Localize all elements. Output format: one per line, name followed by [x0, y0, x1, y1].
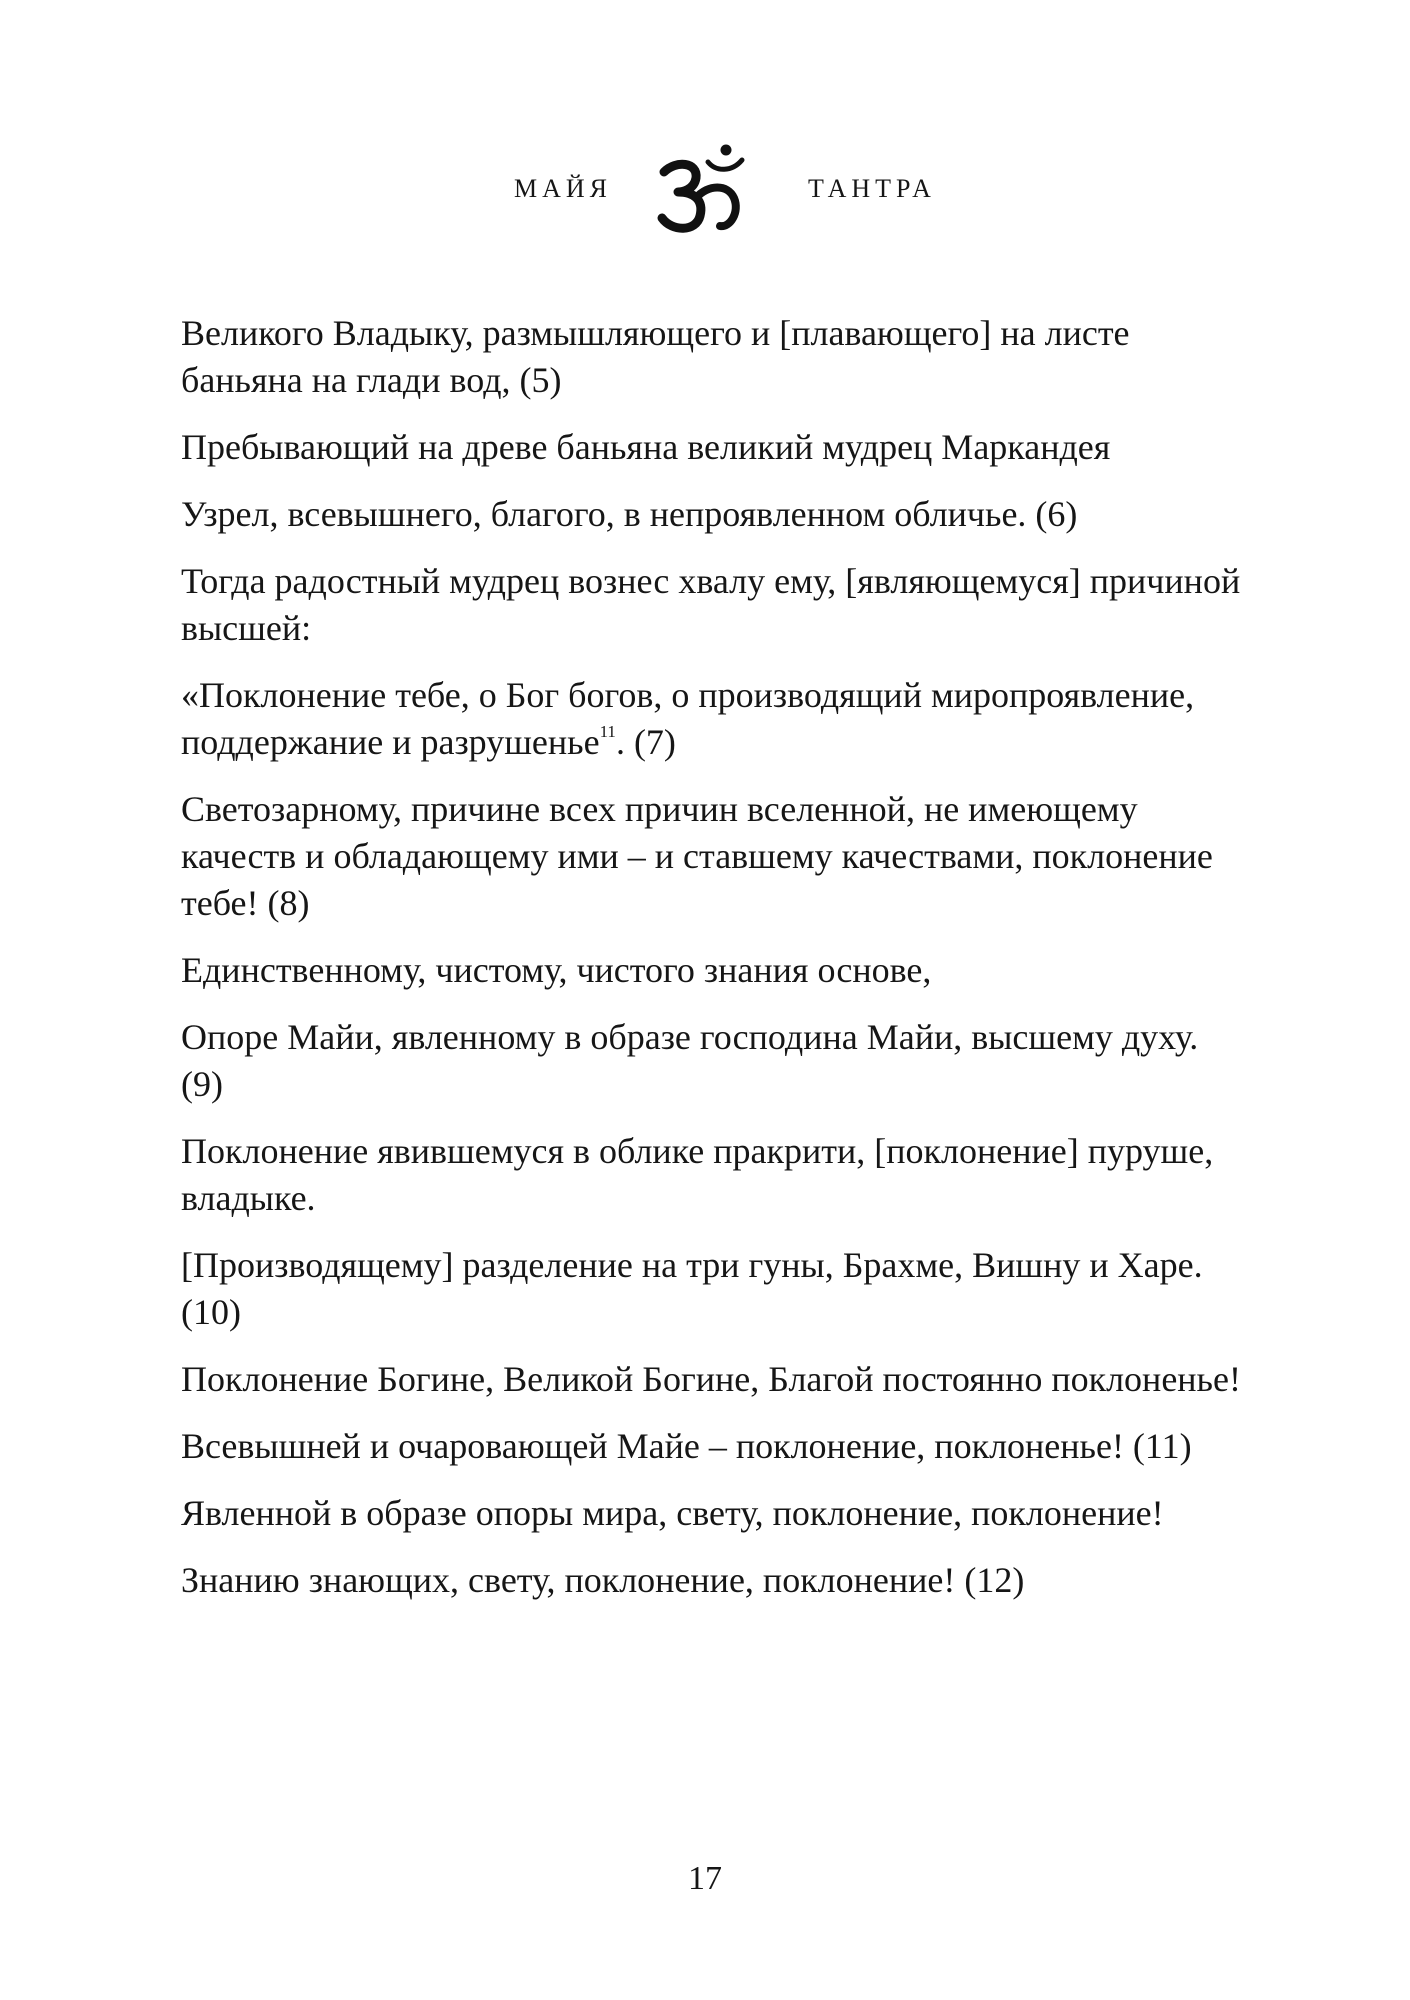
om-icon: [650, 140, 760, 240]
verse-text: Знанию знающих, свету, поклонение, поклонение! (12): [181, 1560, 1025, 1600]
verse-line: [181, 1014, 1241, 1108]
verse-text: «Поклонение тебе, о Бог богов, о производящий миропроявление, поддержание и разрушенье: [181, 675, 1195, 762]
verse-line: [181, 1242, 1241, 1336]
verse-text: Светозарному, причине всех причин вселенной, не имеющему качеств и обладающему ими – и ставшему качествами, поклонение тебе! (8): [181, 789, 1213, 923]
verse-text: Опоре Майи, явленному в образе господина Майи, высшему духу. (9): [181, 1017, 1199, 1104]
verse-text: Поклонение явившемуся в облике пракрити, [поклонение] пуруше, владыке.: [181, 1131, 1214, 1218]
verse-text: Всевышней и очаровающей Майе – поклонение, поклоненье! (11): [181, 1426, 1192, 1466]
verse-line: [181, 1423, 1241, 1470]
verse-text: Пребывающий на древе баньяна великий мудрец Маркандея: [181, 427, 1111, 467]
footnote-marker[interactable]: 11: [599, 722, 616, 741]
verse-text: Тогда радостный мудрец вознес хвалу ему, [являющемуся] причиной высшей:: [181, 561, 1241, 648]
running-head: [0, 140, 1410, 250]
page-number: 17: [688, 1860, 722, 1897]
verse-line: [181, 1490, 1241, 1537]
verse-line: [181, 947, 1241, 994]
verse-line: [181, 672, 1241, 766]
verse-text: [Производящему] разделение на три гуны, Брахме, Вишну и Харе. (10): [181, 1245, 1203, 1332]
verse-text: Явленной в образе опоры мира, свету, поклонение, поклонение!: [181, 1493, 1164, 1533]
verse-text: Единственному, чистому, чистого знания основе,: [181, 950, 932, 990]
verse-line: [181, 558, 1241, 652]
verse-line: [181, 1128, 1241, 1222]
verse-line: [181, 491, 1241, 538]
running-head-left: МАЙЯ: [514, 174, 613, 203]
verse-line: [181, 424, 1241, 471]
verse-text-block: [181, 310, 1241, 1624]
verse-text: Узрел, всевышнего, благого, в непроявленном обличье. (6): [181, 494, 1078, 534]
verse-line: [181, 310, 1241, 404]
running-head-right: ТАНТРА: [808, 174, 936, 203]
verse-line: [181, 1557, 1241, 1604]
verse-line: [181, 1356, 1241, 1403]
verse-text-tail: . (7): [615, 722, 676, 762]
verse-line: [181, 786, 1241, 927]
verse-text: Великого Владыку, размышляющего и [плавающего] на листе баньяна на глади вод, (5): [181, 313, 1130, 400]
verse-text: Поклонение Богине, Великой Богине, Благой постоянно поклоненье!: [181, 1359, 1241, 1399]
